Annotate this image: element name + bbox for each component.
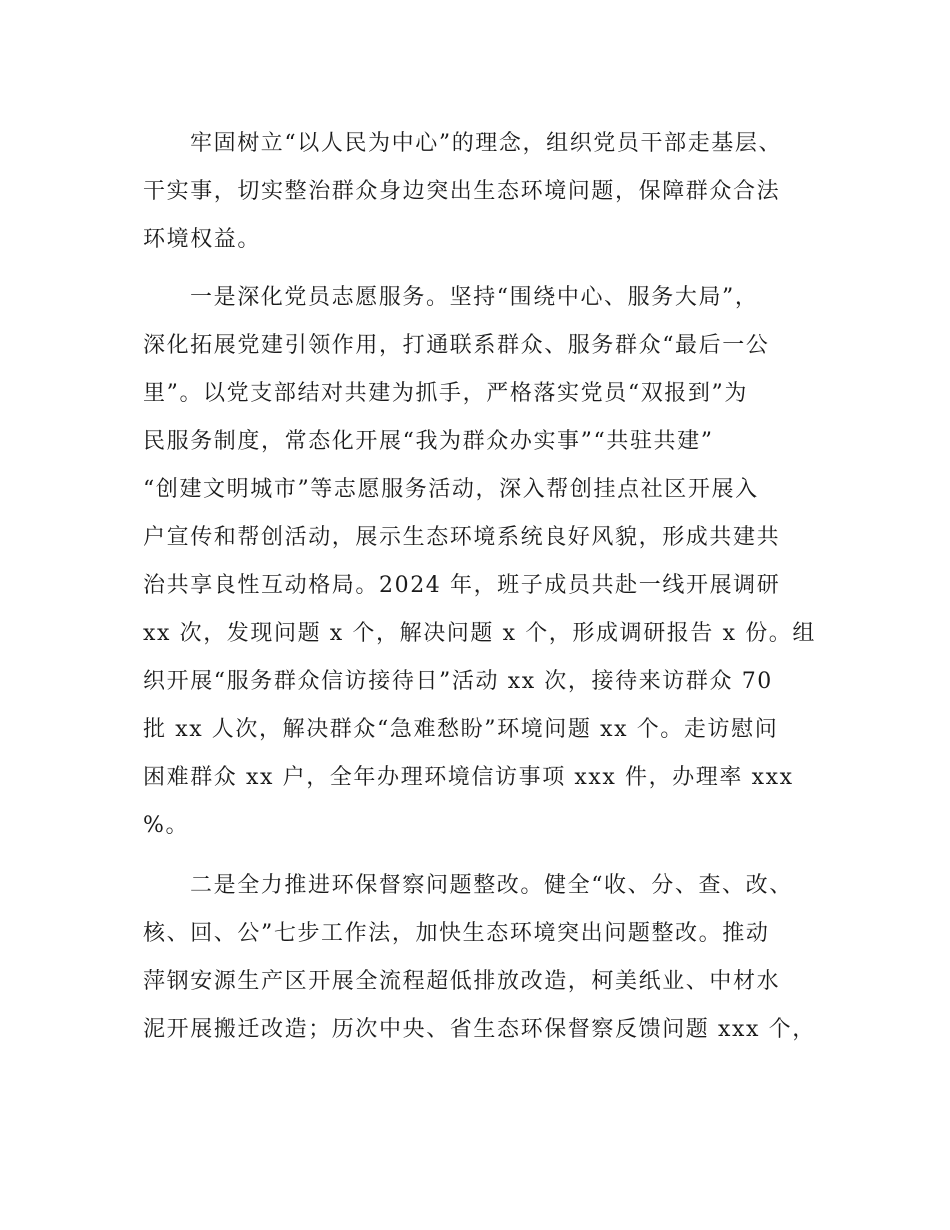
text-line: 干实事，切实整治群众身边突出生态环境问题，保障群众合法 (143, 179, 781, 204)
text-line: %。 (143, 813, 190, 838)
text-line: 里”。以党支部结对共建为抓手，严格落实党员“双报到”为 (143, 381, 748, 406)
text-line: “创建文明城市”等志愿服务活动，深入帮创挂点社区开展入 (143, 477, 759, 502)
text-line: 治共享良性互动格局。2024 年，班子成员共赴一线开展调研 (143, 573, 781, 598)
text-line: 牢固树立“以人民为中心”的理念，组织党员干部走基层、 (190, 131, 783, 156)
text-line: xx 次，发现问题 x 个，解决问题 x 个，形成调研报告 x 份。组 (143, 621, 816, 646)
text-line: 萍钢安源生产区开展全流程超低排放改造，柯美纸业、中材水 (143, 969, 781, 994)
text-line: 环境权益。 (143, 227, 262, 252)
text-line: 核、回、公”七步工作法，加快生态环境突出问题整改。推动 (143, 921, 770, 946)
text-line: 织开展“服务群众信访接待日”活动 xx 次，接待来访群众 70 (143, 669, 773, 694)
text-line: 民服务制度，常态化开展“我为群众办实事”“共驻共建” (143, 429, 714, 454)
text-line: 泥开展搬迁改造；历次中央、省生态环保督察反馈问题 xxx 个， (143, 1017, 816, 1042)
text-line: 批 xx 人次，解决群众“急难愁盼”环境问题 xx 个。走访慰问 (143, 717, 779, 742)
text-line: 户宣传和帮创活动，展示生态环境系统良好风貌，形成共建共 (143, 525, 781, 550)
text-line: 二是全力推进环保督察问题整改。健全“收、分、查、改、 (190, 873, 793, 898)
text-line: 困难群众 xx 户，全年办理环境信访事项 xxx 件，办理率 xxx (143, 765, 794, 790)
text-line: 一是深化党员志愿服务。坚持“围绕中心、服务大局”， (190, 285, 759, 310)
text-line: 深化拓展党建引领作用，打通联系群众、服务群众“最后一公 (143, 333, 770, 358)
